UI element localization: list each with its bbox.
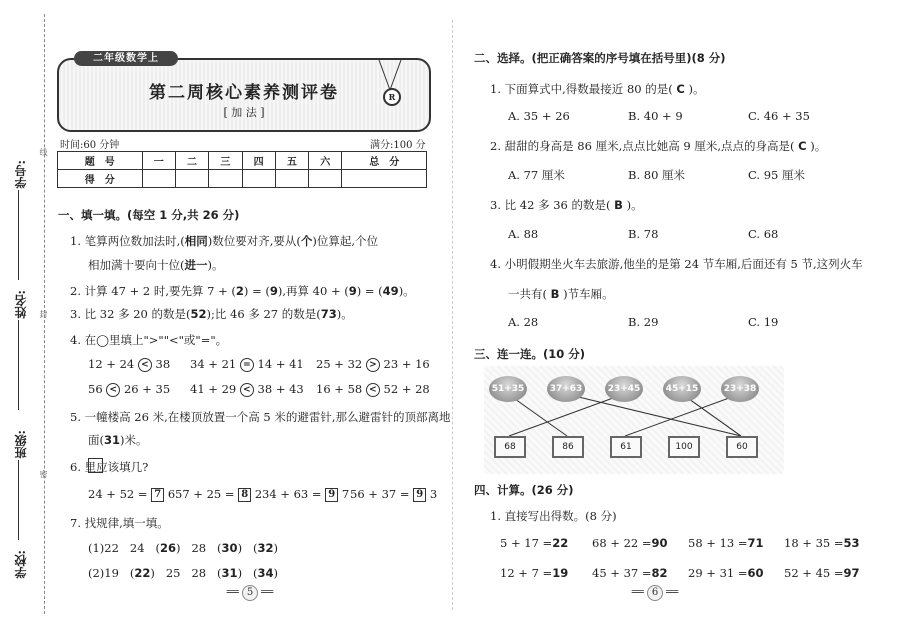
answer-box: 9 [325, 488, 338, 502]
score-input-cell[interactable] [342, 170, 427, 188]
compare-circle: = [240, 358, 254, 372]
score-table [57, 151, 427, 188]
answer: 30 [221, 541, 238, 555]
answer: B [550, 287, 560, 301]
q4-compare-1: 12 + 24 < 38 [88, 357, 171, 371]
answer: 个 [300, 234, 313, 248]
answer: 97 [843, 566, 860, 580]
table-cell: 得 分 [58, 170, 143, 188]
answer: 31 [221, 566, 238, 580]
answer: 2 [235, 284, 244, 298]
answer: 9 [348, 284, 357, 298]
answer: 52 [190, 307, 207, 321]
q6-item-2: 57 + 25 = 8 2 [175, 487, 263, 501]
school-label: 学校: [14, 550, 28, 579]
answer: 9 [269, 284, 278, 298]
option: A. 88 [508, 227, 539, 241]
class-line [18, 460, 19, 540]
option: B. 29 [628, 315, 659, 329]
basket-answer[interactable]: 68 [494, 436, 526, 458]
compare-circle: < [366, 383, 380, 397]
basket-answer[interactable]: 100 [668, 436, 700, 458]
option: B. 80 厘米 [628, 168, 686, 182]
class-label: 班级: [14, 430, 28, 459]
answer: 22 [552, 536, 569, 550]
answer: 90 [651, 536, 668, 550]
basket-answer[interactable]: 61 [610, 436, 642, 458]
q1-line-b: 相加满十要向十位(进一)。 [88, 258, 224, 272]
answer-box: 8 [238, 488, 251, 502]
calc-item: 5 + 17 =22 [500, 536, 569, 550]
binding-char-2: 封 [39, 310, 48, 318]
ball-expression[interactable]: 23+38 [721, 376, 759, 402]
option: C. 95 厘米 [748, 168, 805, 182]
option: C. 19 [748, 315, 779, 329]
calc-item: 29 + 31 =60 [688, 566, 764, 580]
option: A. 35 + 26 [508, 109, 570, 123]
score-input-cell[interactable] [175, 170, 208, 188]
calc-item: 68 + 22 =90 [592, 536, 668, 550]
ball-expression[interactable]: 37+63 [547, 376, 585, 402]
choice-4-line-b: 一共有( B )节车厢。 [508, 287, 614, 301]
binding-char-1: 线 [39, 148, 48, 156]
option: C. 46 + 35 [748, 109, 810, 123]
q2: 2. 计算 47 + 2 时,要先算 7 + (2) = (9),再算 40 + (9) = (49)。 [70, 284, 415, 298]
q1-line-a: 1. 笔算两位数加法时,(相同)数位要对齐,要从(个)位算起,个位 [70, 234, 379, 248]
answer-box: 9 [413, 488, 426, 502]
q4-compare-6: 16 + 58 < 52 + 28 [316, 382, 430, 396]
table-cell: 总 分 [342, 152, 427, 170]
section-2-title: 二、选择。(把正确答案的序号填在括号里)(8 分) [474, 51, 726, 65]
score-input-cell[interactable] [309, 170, 342, 188]
q5-line-b: 面(31)米。 [88, 433, 148, 447]
choice-1: 1. 下面算式中,得数最接近 80 的是( C )。 [490, 82, 705, 96]
choice-4-line-a: 4. 小明假期坐火车去旅游,他坐的是第 24 节车厢,后面还有 5 节,这列火车 [490, 257, 863, 271]
medal-ribbon-icon [375, 58, 405, 92]
answer-box: 7 [151, 488, 164, 502]
medal-icon: R [383, 88, 401, 106]
q7-sequence-1: (1)22 24 (26) 28 (30) (32) [88, 541, 279, 555]
option: C. 68 [748, 227, 779, 241]
answer: B [614, 198, 623, 212]
answer: 22 [134, 566, 151, 580]
basket-answer[interactable]: 60 [726, 436, 758, 458]
answer: 19 [552, 566, 569, 580]
table-cell: 五 [275, 152, 308, 170]
calc-item: 58 + 13 =71 [688, 536, 764, 550]
full-score: 满分:100 分 [370, 140, 426, 151]
answer: C [676, 82, 685, 96]
compare-circle: < [138, 358, 152, 372]
answer: 32 [257, 541, 274, 555]
q7-sequence-2: (2)19 (22) 25 28 (31) (34) [88, 566, 279, 580]
calc-item: 52 + 45 =97 [784, 566, 860, 580]
basket-answer[interactable]: 86 [552, 436, 584, 458]
answer: 34 [257, 566, 274, 580]
answer: 进一 [184, 258, 208, 272]
q4-compare-2: 34 + 21 = 14 + 41 [190, 357, 304, 371]
answer: 60 [747, 566, 764, 580]
empty-box-icon [88, 458, 103, 473]
table-cell: 题 号 [58, 152, 143, 170]
ball-expression[interactable]: 45+15 [663, 376, 701, 402]
grade-tab: 二年级数学上 [74, 51, 178, 66]
calc-subtitle: 1. 直接写出得数。(8 分) [490, 509, 617, 523]
table-cell: 四 [242, 152, 275, 170]
answer: 26 [159, 541, 176, 555]
section-4-title: 四、计算。(26 分) [474, 483, 574, 497]
name-label: 姓名: [14, 290, 28, 319]
option: A. 28 [508, 315, 539, 329]
ball-expression[interactable]: 23+45 [605, 376, 643, 402]
student-id-line [18, 190, 19, 280]
answer: 71 [747, 536, 764, 550]
score-input-cell[interactable] [209, 170, 242, 188]
q6: 6. 里应该填几? [70, 460, 149, 474]
page-number-left: ══ 5 ══ [200, 585, 300, 601]
compare-circle: < [106, 383, 120, 397]
answer: 31 [104, 433, 121, 447]
page-divider [452, 20, 453, 610]
exam-time: 时间:60 分钟 [60, 140, 120, 151]
option: A. 77 厘米 [508, 168, 565, 182]
q4-compare-5: 41 + 29 < 38 + 43 [190, 382, 304, 396]
table-cell: 六 [309, 152, 342, 170]
binding-char-3: 密 [39, 470, 48, 478]
score-value-row [58, 170, 427, 188]
name-line [18, 320, 19, 410]
section-1-title: 一、填一填。(每空 1 分,共 26 分) [58, 208, 240, 222]
choice-2: 2. 甜甜的身高是 86 厘米,点点比她高 9 厘米,点点的身高是( C )。 [490, 139, 827, 153]
score-input-cell[interactable] [142, 170, 175, 188]
binding-dashed-line [44, 14, 45, 614]
calc-item: 12 + 7 =19 [500, 566, 569, 580]
exam-title: 第二周核心素养测评卷 [149, 83, 339, 103]
option: B. 78 [628, 227, 659, 241]
q3: 3. 比 32 多 20 的数是(52);比 46 多 27 的数是(73)。 [70, 307, 353, 321]
ball-expression[interactable]: 51+35 [489, 376, 527, 402]
answer: 相同 [184, 234, 208, 248]
answer: 53 [843, 536, 860, 550]
compare-circle: > [366, 358, 380, 372]
score-input-cell[interactable] [275, 170, 308, 188]
q5-line-a: 5. 一幢楼高 26 米,在楼顶放置一个高 5 米的避雷针,那么避雷针的顶部离地 [70, 410, 451, 424]
table-cell: 二 [175, 152, 208, 170]
answer: 49 [382, 284, 399, 298]
answer: 82 [651, 566, 668, 580]
q6-item-3: 34 + 63 = 9 7 [262, 487, 350, 501]
calc-item: 18 + 35 =53 [784, 536, 860, 550]
page-number-right: ══ 6 ══ [605, 585, 705, 601]
score-input-cell[interactable] [242, 170, 275, 188]
answer: 73 [320, 307, 337, 321]
section-3-title: 三、连一连。(10 分) [474, 347, 586, 361]
option: B. 40 + 9 [628, 109, 683, 123]
table-cell: 一 [142, 152, 175, 170]
q4-compare-4: 56 < 26 + 35 [88, 382, 171, 396]
score-header-row [58, 152, 427, 170]
choice-3: 3. 比 42 多 36 的数是( B )。 [490, 198, 643, 212]
q7: 7. 找规律,填一填。 [70, 516, 169, 530]
student-id-label: 学号: [14, 160, 28, 189]
q6-item-1: 24 + 52 = 7 6 [88, 487, 176, 501]
q4-compare-3: 25 + 32 > 23 + 16 [316, 357, 430, 371]
exam-subtitle: [ 加 法 ] [223, 106, 265, 119]
q4: 4. 在◯里填上">""<"或"="。 [70, 333, 228, 347]
compare-circle: < [240, 383, 254, 397]
answer: C [798, 139, 807, 153]
q6-item-4: 56 + 37 = 9 3 [350, 487, 438, 501]
table-cell: 三 [209, 152, 242, 170]
calc-item: 45 + 37 =82 [592, 566, 668, 580]
